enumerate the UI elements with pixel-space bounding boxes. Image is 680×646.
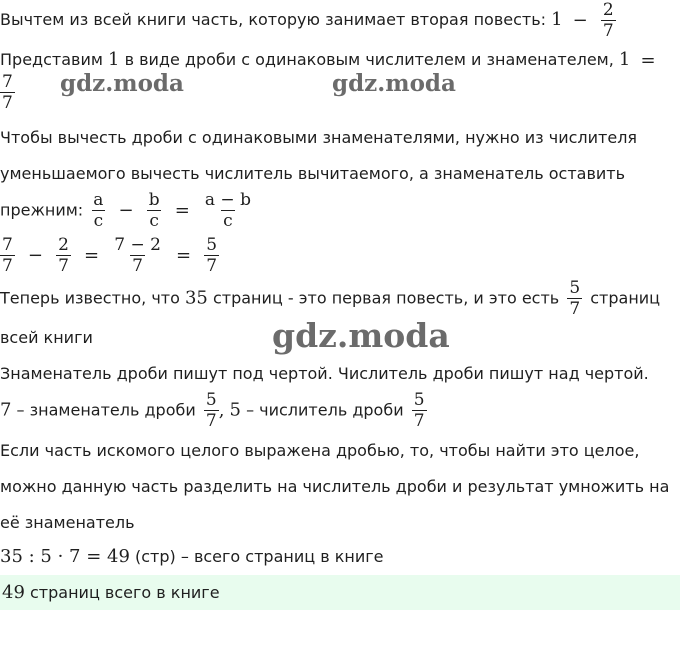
text-line [0,50,661,71]
fraction-denominator: 7 [569,299,581,319]
fraction [0,235,15,276]
text-line [0,278,660,319]
fraction [412,390,427,431]
math-operator: = [84,244,100,266]
math-number: 5 [229,399,241,421]
paragraph-text: страниц - это первая повесть, и это есть [212,288,560,308]
paragraph-text: уменьшаемого вычесть числитель вычитаемого, а знаменатель оставить [0,164,626,183]
fraction [147,190,162,231]
watermark-logo: gdz.moda [332,70,456,97]
fraction [0,72,15,113]
fraction-numerator: 7 [2,235,13,255]
fraction [203,190,253,231]
math-operator: = [174,199,190,221]
paragraph-text: Чтобы вычесть дроби с одинаковыми знаменателями, нужно из числителя [0,128,638,147]
fraction [112,235,163,276]
paragraph-text: можно данную часть разделить на числитель дроби и результат умножить на [0,477,670,496]
fraction-numerator: 5 [413,390,425,410]
text-line [0,513,135,533]
fraction-numerator: a − b [204,190,251,210]
paragraph-text: в виде дроби с одинаковым числителем и знаменателем, [124,50,614,69]
paragraph-text: (стр) – всего страниц в книге [135,547,384,566]
paragraph-text: Представим [0,50,103,69]
fraction-numerator: 5 [205,390,217,410]
fraction-denominator: 7 [2,93,13,113]
paragraph-text: её знаменатель [0,513,135,532]
fraction-denominator: 7 [2,256,13,276]
math-punctuation: , [218,399,225,421]
fraction-denominator: 7 [602,21,614,41]
paragraph-text: Если часть искомого целого выражена дробью, то, чтобы найти это целое, [0,441,640,460]
text-line [0,390,430,431]
text-line [0,441,639,461]
fraction-denominator: c [149,211,159,231]
text-line [0,547,384,567]
math-operator: − [572,9,588,31]
text-line [0,128,637,148]
fraction-numerator: b [148,190,160,210]
fraction [567,278,582,319]
fraction-numerator: 2 [602,0,614,20]
math-number: 7 [0,399,12,421]
text-line [0,235,222,276]
fraction [56,235,71,276]
text-line [0,72,18,113]
fraction-numerator: 5 [206,235,218,255]
paragraph-text: страниц всего в книге [30,583,220,602]
fraction [204,235,219,276]
paragraph-text: – знаменатель дроби [16,400,196,420]
math-operator: − [27,244,44,266]
fraction-numerator: 2 [58,235,69,255]
fraction [204,390,219,431]
watermark-logo: gdz.moda [272,316,450,355]
fraction-numerator: 5 [569,278,581,298]
fraction-denominator: 7 [206,256,218,276]
paragraph-text: прежним: [0,200,84,220]
math-number: 49 [2,582,25,603]
math-operator: − [118,199,134,221]
fraction-denominator: 7 [132,256,143,276]
text-line [0,164,625,184]
text-line [0,0,619,41]
paragraph-text: Теперь известно, что [0,288,180,308]
fraction [601,0,616,41]
answer-box [0,575,680,610]
answer-text [2,583,220,603]
paragraph-text: всей книги [0,328,93,347]
text-line [0,364,649,384]
fraction-denominator: 7 [205,411,217,431]
paragraph-text: Вычтем из всей книги часть, которую занимает вторая повесть: [0,10,547,29]
text-line [0,477,669,497]
text-line [0,190,256,231]
fraction-numerator: 7 [2,72,13,92]
math-number: 1 [551,9,563,30]
fraction-denominator: c [93,211,104,231]
fraction-denominator: c [223,211,233,231]
fraction-denominator: 7 [58,256,69,276]
fraction-numerator: a [93,190,104,210]
math-operator: = [176,244,192,266]
math-number: 1 [108,49,120,70]
fraction [91,190,105,231]
paragraph-text: страниц [590,288,661,308]
math-operator: = [640,49,656,71]
text-line [0,328,93,348]
paragraph-text: Знаменатель дроби пишут под чертой. Числитель дроби пишут над чертой. [0,364,649,383]
math-number: 35 [184,287,208,309]
paragraph-text: – числитель дроби [246,400,404,420]
math-number: 1 [618,49,631,70]
fraction-denominator: 7 [413,411,425,431]
math-expression: 35 : 5 · 7 = 49 [0,546,130,567]
watermark-logo: gdz.moda [60,70,184,97]
fraction-numerator: 7 − 2 [114,235,161,255]
